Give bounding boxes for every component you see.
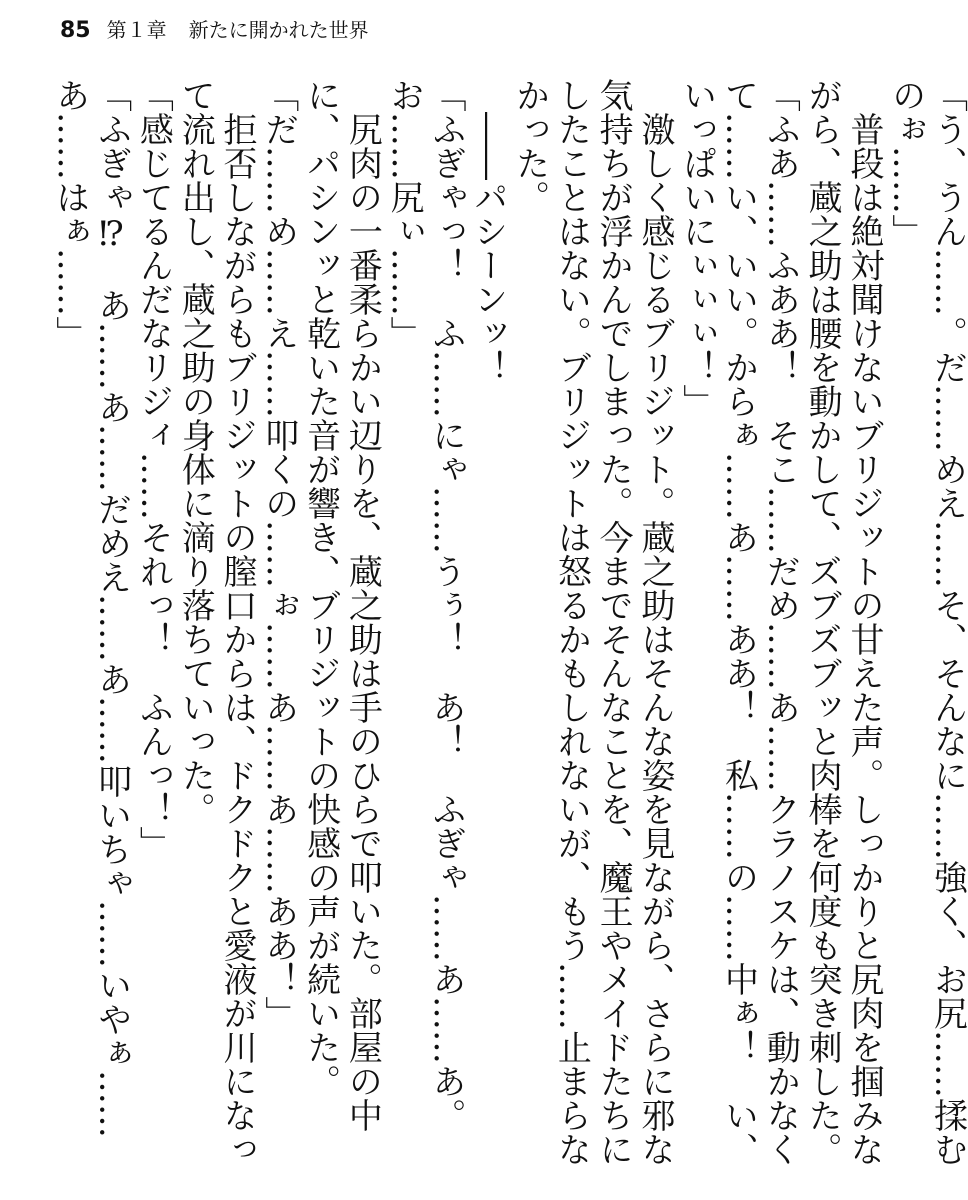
page-number: 85 xyxy=(60,18,91,43)
paragraph: 尻肉の一番柔らかい辺りを、蔵之助は手のひらで叩いた。部屋の中に、パシンッと乾いた音が響き、ブリジットの快感の声が続いた。 xyxy=(300,78,383,1132)
paragraph: 「感じてるんだなリジィ……それっ！ ふんっ！」 xyxy=(133,78,174,860)
paragraph: 「ふあ……ふああ！ そこ……だめ……あ……クラノスケは、動かなくて……い、いい。からぁ……あ……ああ！ 私……の……中ぁ！ い、いっぱいにぃぃぃ！」 xyxy=(676,78,801,1166)
paragraph: 「だ……め……え……叩くの……ぉ……あ……あ……ああ！」 xyxy=(258,78,299,1030)
paragraph: 激しく感じるブリジット。蔵之助はそんな姿を見ながら、さらに邪な気持ちが浮かんでしまった。今までそんなことを、魔王やメイドたちにしたことはない。ブリジットは怒るかもしれないが、もう……止まらなかった。 xyxy=(509,78,675,1166)
paragraph: 「う、うん……。だ……めえ……そ、そんなに……強く、お尻……揉むのぉ……」 xyxy=(885,78,968,1166)
paragraph: 普段は絶対聞けないブリジットの甘えた声。しっかりと尻肉を掴みながら、蔵之助は腰を動かして、ズブズブッと肉棒を何度も突き刺した。 xyxy=(802,78,884,1166)
paragraph: 拒否しながらもブリジットの膣口からは、ドクドクと愛液が川になって流れ出し、蔵之助の身体に滴り落ちていった。 xyxy=(175,78,257,1166)
running-header xyxy=(60,16,369,44)
vertical-text-column xyxy=(48,78,968,1178)
paragraph: ――パシーンッ！ xyxy=(467,78,508,384)
paragraph: 「ふぎゃっ！ ふ……にゃ……うぅ！ あ！ ふぎゃ……あ……あ。お……尻ぃ……」 xyxy=(384,78,466,1132)
paragraph: 「ふぎゃ⁉ あ……あ……だめえ……あ……叩いちゃ……いやぁ……あ……はぁ……」 xyxy=(49,78,132,1138)
novel-text-body xyxy=(48,78,968,1178)
chapter-title: 新たに開かれた世界 xyxy=(188,18,369,42)
chapter-label: 第１章 xyxy=(106,18,167,42)
